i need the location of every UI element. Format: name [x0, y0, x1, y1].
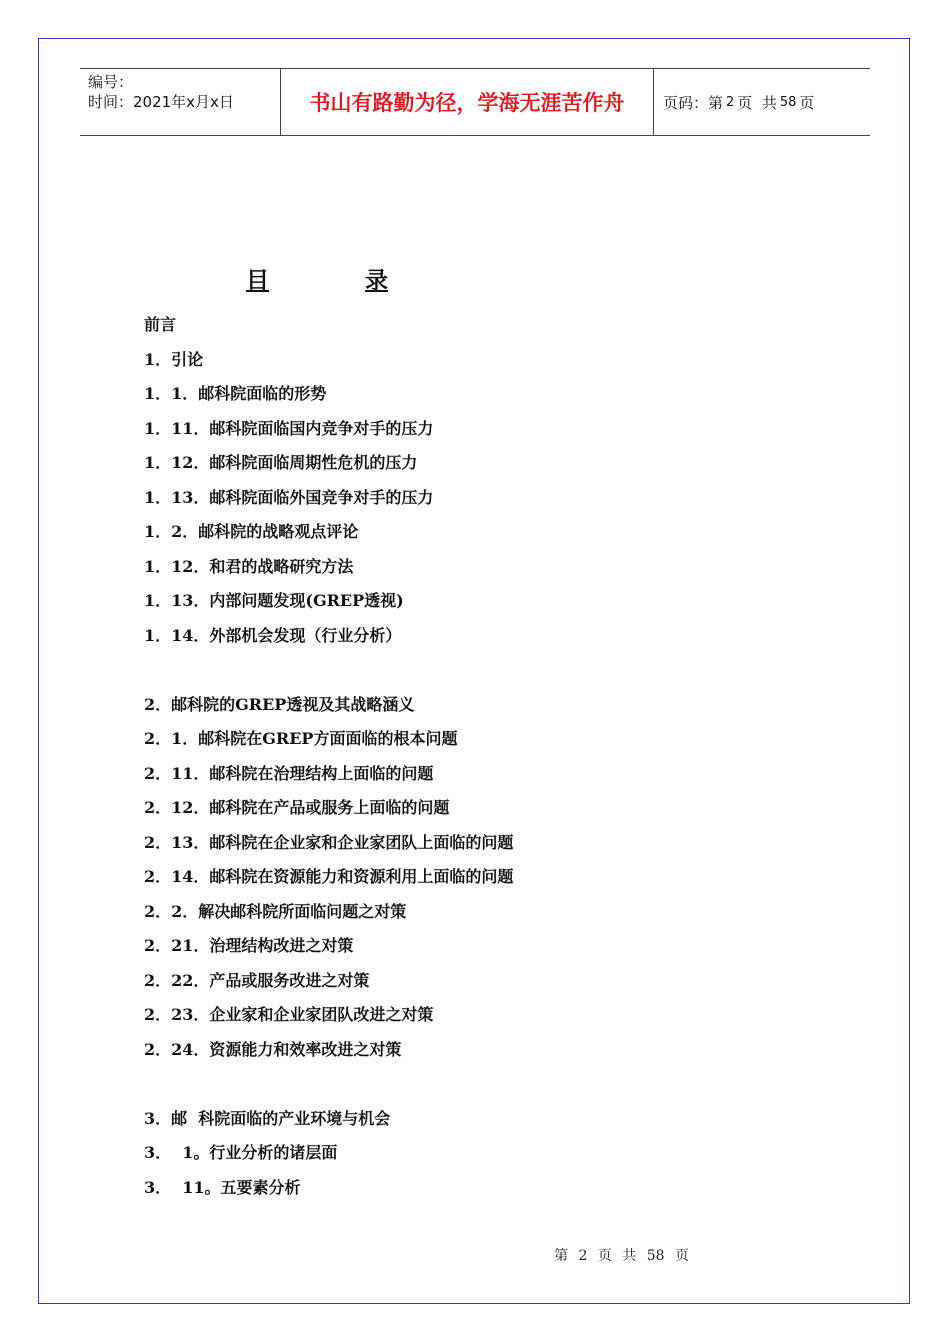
toc-title-left: 目: [246, 268, 269, 294]
page-mid: 页 共: [737, 93, 777, 112]
footer-word-ye: 页: [597, 1248, 612, 1264]
footer-total-pages: 58: [646, 1248, 665, 1264]
toc-entry: 2．23．企业家和企业家团队改进之对策: [144, 1005, 434, 1024]
footer-word-gong: 共: [622, 1248, 637, 1264]
toc-entry: 1．12．和君的战略研究方法: [144, 556, 354, 576]
toc-entry: 1．1．邮科院面临的形势: [144, 384, 327, 403]
toc-entry: 2．24．资源能力和效率改进之对策: [144, 1039, 402, 1059]
footer-word-di: 第: [553, 1248, 568, 1264]
page-prefix: 页码：第: [663, 93, 724, 112]
toc-entry: 1．引论: [144, 349, 204, 369]
toc-entry: 1．13．邮科院面临外国竞争对手的压力: [144, 487, 434, 507]
toc-entry: 1．2．邮科院的战略观点评论: [144, 522, 359, 541]
toc-entry: 2．13．邮科院在企业家和企业家团队上面临的问题: [144, 832, 514, 852]
toc-entry: 2．11．邮科院在治理结构上面临的问题: [144, 763, 434, 783]
toc-entry: 3．邮 科院面临的产业环境与机会: [144, 1108, 391, 1128]
toc-title-right: 录: [365, 268, 388, 294]
toc-spacer: [144, 653, 844, 688]
toc-entry: 1．13．内部问题发现(GREP透视): [144, 591, 404, 610]
toc-entry: 2．1．邮科院在GREP方面面临的根本问题: [144, 729, 458, 748]
document-time-label: 时间：2021年x月x日: [88, 93, 234, 111]
table-of-contents: [144, 308, 844, 1205]
page-suffix: 页: [799, 93, 815, 112]
header-page-indicator: [654, 69, 870, 135]
toc-entry: 2．邮科院的GREP透视及其战略涵义: [144, 694, 415, 714]
page-header: [80, 68, 870, 136]
toc-entry: 1．14．外部机会发现（行业分析）: [144, 625, 402, 645]
header-meta: [80, 69, 280, 135]
toc-spacer: [144, 1067, 844, 1102]
footer-word-ye-end: 页: [675, 1248, 689, 1264]
page-footer: [0, 1245, 950, 1265]
toc-entry: 2．22．产品或服务改进之对策: [144, 970, 370, 990]
toc-entry: 2．21．治理结构改进之对策: [144, 936, 354, 955]
toc-entry: 3． 1。行业分析的诸层面: [144, 1143, 338, 1162]
page-current: 2: [726, 94, 735, 110]
toc-entry: 2．2．解决邮科院所面临问题之对策: [144, 901, 407, 921]
toc-entry: 2．12．邮科院在产品或服务上面临的问题: [144, 798, 450, 817]
toc-entry: 3． 11。五要素分析: [144, 1177, 301, 1197]
page-total: 58: [779, 94, 797, 110]
footer-current-page: 2: [578, 1248, 588, 1264]
document-number-label: 编号：: [88, 73, 134, 91]
toc-entry: 1．11．邮科院面临国内竞争对手的压力: [144, 418, 434, 438]
header-motto: 书山有路勤为径，学海无涯苦作舟: [280, 69, 654, 135]
toc-entry: 前言: [144, 315, 177, 334]
toc-title: [246, 262, 388, 295]
toc-entry: 2．14．邮科院在资源能力和资源利用上面临的问题: [144, 867, 514, 886]
toc-entry: 1．12．邮科院面临周期性危机的压力: [144, 453, 418, 472]
